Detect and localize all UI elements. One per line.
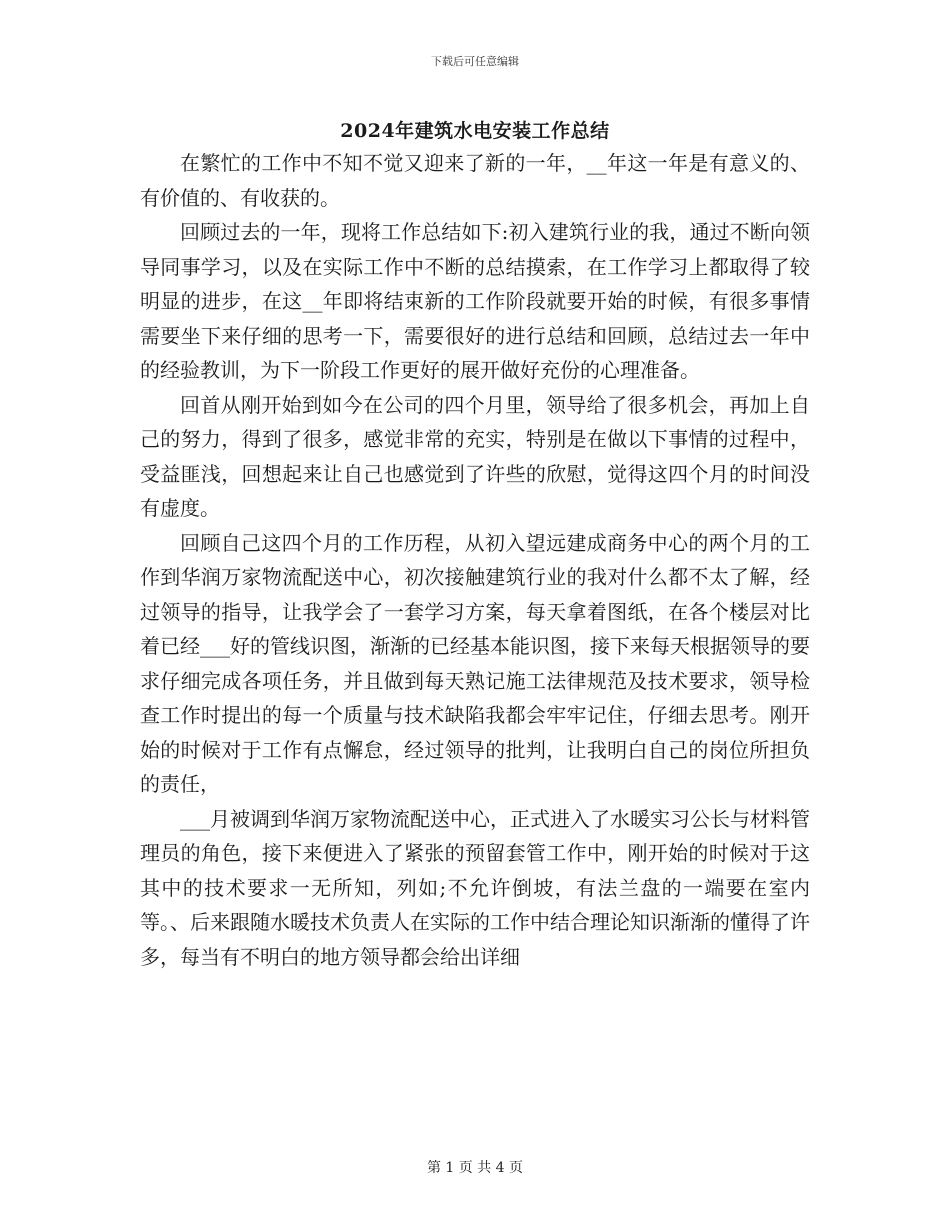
document-body bbox=[140, 146, 810, 974]
paragraph-3: 回首从刚开始到如今在公司的四个月里，领导给了很多机会，再加上自己的努力，得到了很多，感觉非常的充实，特别是在做以下事情的过程中，受益匪浅，回想起来让自己也感觉到了许些的欣慰，觉得这四个月的时间没有虚度。 bbox=[140, 392, 810, 520]
document-title: 2024年建筑水电安装工作总结 bbox=[340, 120, 610, 142]
paragraph-4: 回顾自己这四个月的工作历程，从初入望远建成商务中心的两个月的工作到华润万家物流配送中心，初次接触建筑行业的我对什么都不太了解，经过领导的指导，让我学会了一套学习方案，每天拿着图纸，在各个楼层对比着已经___好的管线识图，渐渐的已经基本能识图，接下来每天根据领导的要求仔细完成各项任务，并且做到每天熟记施工法律规范及技术要求，领导检查工作时提出的每一个质量与技术缺陷我都会牢牢记住，仔细去思考。刚开始的时候对于工作有点懈怠，经过领导的批判，让我明白自己的岗位所担负的责任， bbox=[140, 530, 810, 796]
page-footer-number: 第 1 页 共 4 页 bbox=[426, 1160, 524, 1176]
paragraph-1: 在繁忙的工作中不知不觉又迎来了新的一年，__年这一年是有意义的、有价值的、有收获的。 bbox=[140, 151, 810, 210]
paragraph-5: ___月被调到华润万家物流配送中心，正式进入了水暖实习公长与材料管理员的角色，接下来便进入了紧张的预留套管工作中，刚开始的时候对于这其中的技术要求一无所知，列如;不允许倒坡，有法兰盘的一端要在室内等。、后来跟随水暖技术负责人在实际的工作中结合理论知识渐渐的懂得了许多，每当有不明白的地方领导都会给出详细 bbox=[140, 806, 810, 969]
page-header-note: 下载后可任意编辑 bbox=[431, 55, 519, 68]
paragraph-2: 回顾过去的一年，现将工作总结如下:初入建筑行业的我，通过不断向领导同事学习，以及在实际工作中不断的总结摸索，在工作学习上都取得了较明显的进步，在这__年即将结束新的工作阶段就要开始的时候，有很多事情需要坐下来仔细的思考一下，需要很好的进行总结和回顾，总结过去一年中的经验教训，为下一阶段工作更好的展开做好充份的心理准备。 bbox=[140, 220, 810, 382]
